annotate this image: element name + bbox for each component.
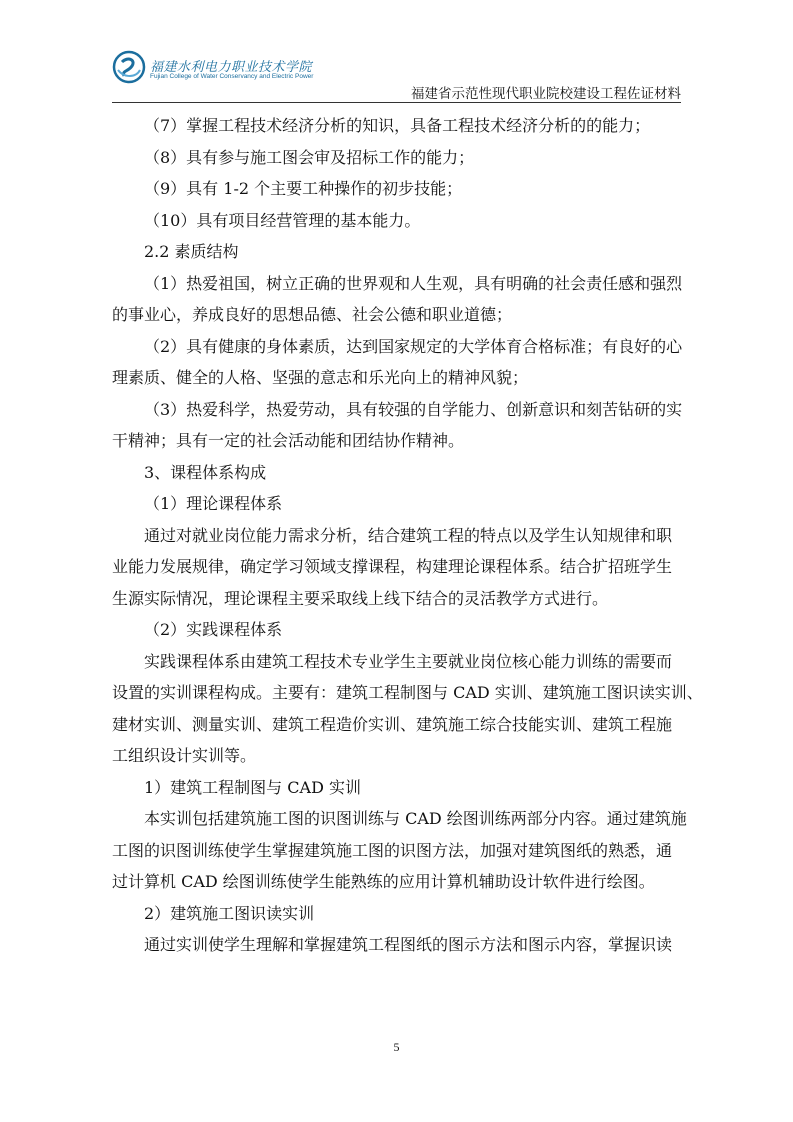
- text-line: 工组织设计实训等。: [112, 746, 257, 765]
- text-line: （10）具有项目经营管理的基本能力。: [144, 210, 421, 230]
- text-line: （7）掌握工程技术经济分析的知识，具备工程技术经济分析的的能力；: [144, 116, 651, 135]
- logo-chinese-name: 福建水利电力职业技术学院: [150, 60, 313, 75]
- text-line: 理素质、健全的人格、坚强的意志和乐光向上的精神风貌；: [112, 368, 529, 387]
- text-line: （1）热爱祖国，树立正确的世界观和人生观，具有明确的社会责任感和强烈: [144, 273, 683, 293]
- college-emblem-icon: [112, 50, 146, 84]
- subsection-heading: 2）建筑施工图识读实训: [144, 903, 315, 923]
- text-line: 设置的实训课程构成。主要有：建筑工程制图与 CAD 实训、建筑施工图识读实训、: [112, 683, 703, 702]
- subsection-heading: （2）实践课程体系: [144, 620, 283, 639]
- text-line: （2）具有健康的身体素质，达到国家规定的大学体育合格标准；有良好的心: [144, 336, 683, 356]
- section-heading: 2.2 素质结构: [144, 242, 239, 261]
- text-line: 通过实训使学生理解和掌握建筑工程图纸的图示方法和图示内容，掌握识读: [144, 935, 673, 954]
- subsection-heading: （1）理论课程体系: [144, 494, 283, 513]
- college-logo: [112, 50, 314, 90]
- subsection-heading: 1）建筑工程制图与 CAD 实训: [144, 777, 361, 797]
- text-line: （8）具有参与施工图会审及招标工作的能力；: [144, 147, 475, 167]
- text-line: 业能力发展规律，确定学习领域支撑课程，构建理论课程体系。结合扩招班学生: [112, 557, 673, 576]
- header-divider: [112, 102, 681, 103]
- text-line: 干精神；具有一定的社会活动能和团结协作精神。: [112, 431, 465, 450]
- text-line: 通过对就业岗位能力需求分析，结合建筑工程的特点以及学生认知规律和职: [144, 525, 673, 545]
- text-line: （9）具有 1-2 个主要工种操作的初步技能；: [144, 179, 463, 198]
- header-title: 福建省示范性现代职业院校建设工程佐证材料: [411, 86, 681, 102]
- text-line: 本实训包括建筑施工图的识图训练与 CAD 绘图训练两部分内容。通过建筑施: [144, 809, 687, 828]
- section-heading: 3、课程体系构成: [144, 462, 267, 482]
- page-number: 5: [393, 1040, 400, 1054]
- body-text: [112, 110, 703, 961]
- text-line: 生源实际情况，理论课程主要采取线上线下结合的灵活教学方式进行。: [112, 588, 609, 608]
- text-line: 的事业心，养成良好的思想品德、社会公德和职业道德；: [112, 305, 513, 324]
- text-line: （3）热爱科学，热爱劳动，具有较强的自学能力、创新意识和刻苦钻研的实: [144, 399, 683, 419]
- logo-english-name: Fujian College of Water Conservancy and Electric Power: [150, 73, 314, 80]
- text-line: 建材实训、测量实训、建筑工程造价实训、建筑施工综合技能实训、建筑工程施: [112, 714, 673, 734]
- text-line: 工图的识图训练使学生掌握建筑施工图的识图方法，加强对建筑图纸的熟悉，通: [112, 840, 673, 860]
- text-line: 实践课程体系由建筑工程技术专业学生主要就业岗位核心能力训练的需要而: [144, 651, 673, 671]
- text-line: 过计算机 CAD 绘图训练使学生能熟练的应用计算机辅助设计软件进行绘图。: [112, 872, 655, 891]
